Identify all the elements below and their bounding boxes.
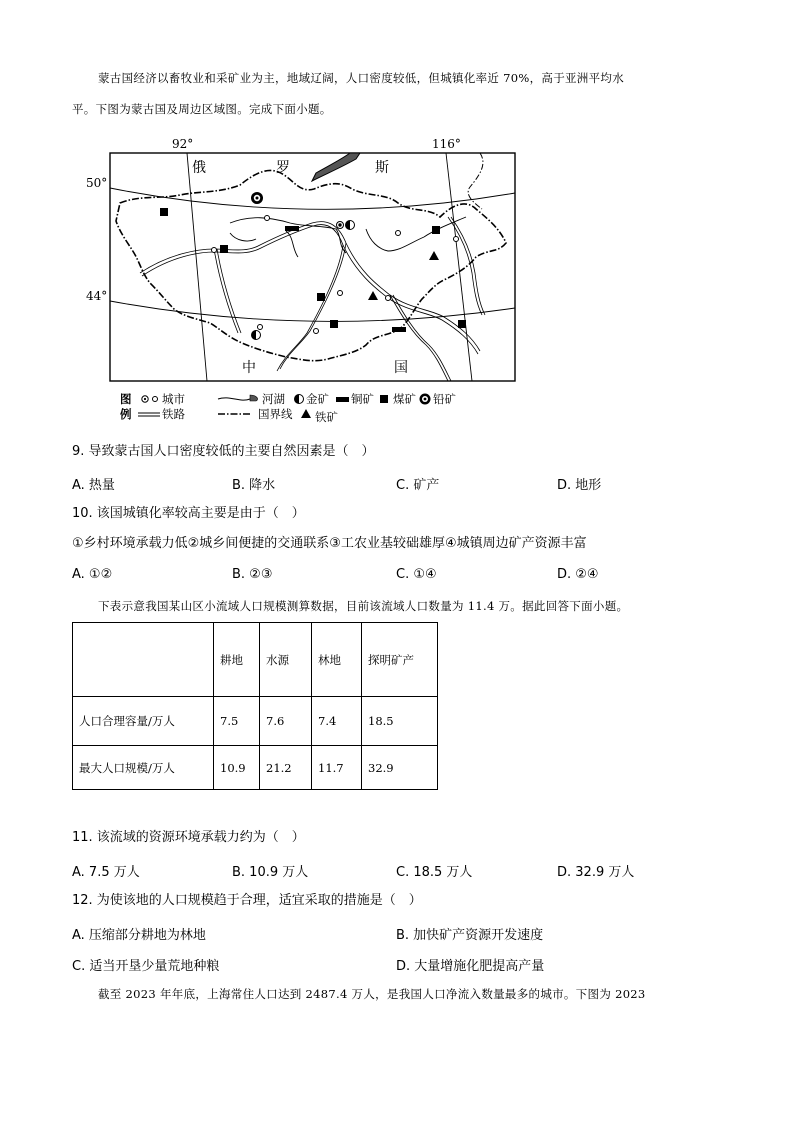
- meridian-92: [187, 153, 207, 381]
- q9-stem: 9. 导致蒙古国人口密度较低的主要自然因素是（ ）: [72, 444, 375, 459]
- table-cell: 7.6: [260, 697, 312, 746]
- lat-50-label: 50°: [86, 176, 108, 190]
- q10-option-c[interactable]: C. ①④: [396, 567, 437, 582]
- table-row: [73, 697, 438, 746]
- intro-3: 截至 2023 年年底，上海常住人口达到 2487.4 万人，是我国人口净流入数量最多的城市。下图为 2023: [98, 987, 646, 1001]
- east-border: [468, 153, 483, 209]
- lat-44-label: 44°: [86, 289, 108, 303]
- legend-river: 河湖: [262, 392, 285, 406]
- lake-baikal: [312, 153, 360, 181]
- q12-option-b[interactable]: B. 加快矿产资源开发速度: [396, 928, 544, 943]
- q10-statement: ①乡村环境承载力低②城乡间便捷的交通联系③工农业基较础雄厚④城镇周边矿产资源丰富: [72, 536, 587, 551]
- q11-option-d[interactable]: D. 32.9 万人: [557, 865, 635, 880]
- parallel-44: [110, 301, 515, 321]
- table-cell: 人口合理容量/万人: [73, 697, 214, 746]
- legend-city: 城市: [162, 392, 185, 406]
- q9-option-c[interactable]: C. 矿产: [396, 478, 440, 493]
- label-luo: 罗: [276, 160, 290, 176]
- table-cell: 10.9: [214, 746, 260, 790]
- table-header-cell: 水源: [260, 623, 312, 697]
- table-header-cell: 耕地: [214, 623, 260, 697]
- legend-iron: 铁矿: [315, 410, 338, 423]
- q12-option-c[interactable]: C. 适当开垦少量荒地种粮: [72, 959, 220, 974]
- river-3: [286, 231, 298, 257]
- lon-116-label: 116°: [432, 137, 461, 151]
- legend-title-tu: 图: [120, 392, 132, 406]
- table-header-cell: 探明矿产: [362, 623, 438, 697]
- legend-border: 国界线: [258, 407, 293, 421]
- table-header-cell: 林地: [312, 623, 362, 697]
- legend-railway: 铁路: [162, 407, 185, 421]
- label-guo: 国: [394, 360, 408, 376]
- label-zhong: 中: [242, 360, 256, 376]
- intro-line-2: 平。下图为蒙古国及周边区域图。完成下面小题。: [72, 102, 332, 116]
- river-2: [230, 233, 256, 241]
- lead-mine: [251, 192, 263, 204]
- q10-option-d[interactable]: D. ②④: [557, 567, 599, 582]
- q11-stem: 11. 该流域的资源环境承载力约为（ ）: [72, 830, 305, 845]
- table-cell: 7.5: [214, 697, 260, 746]
- table-cell: 18.5: [362, 697, 438, 746]
- q11-option-b[interactable]: B. 10.9 万人: [232, 865, 309, 880]
- label-e: 俄: [192, 160, 206, 176]
- legend-lead: 铅矿: [433, 392, 456, 406]
- table-cell: 最大人口规模/万人: [73, 746, 214, 790]
- q12-option-a[interactable]: A. 压缩部分耕地为林地: [72, 928, 206, 943]
- label-si: 斯: [375, 160, 389, 176]
- legend-gold: 金矿: [306, 392, 329, 406]
- river-4: [366, 229, 424, 251]
- intro-line-1: 蒙古国经济以畜牧业和采矿业为主，地域辽阔，人口密度较低，但城镇化率近 70%，高于亚洲平均水: [98, 71, 625, 85]
- meridian-116: [446, 153, 472, 381]
- q12-option-d[interactable]: D. 大量增施化肥提高产量: [396, 959, 545, 974]
- q9-option-a[interactable]: A. 热量: [72, 478, 115, 493]
- mongolia-map: [80, 133, 530, 423]
- table-cell: 7.4: [312, 697, 362, 746]
- q11-option-a[interactable]: A. 7.5 万人: [72, 865, 140, 880]
- q11-option-c[interactable]: C. 18.5 万人: [396, 865, 473, 880]
- q10-option-a[interactable]: A. ①②: [72, 567, 113, 582]
- legend-title-li: 例: [120, 407, 132, 421]
- legend-copper: 铜矿: [351, 392, 374, 406]
- q10-option-b[interactable]: B. ②③: [232, 567, 273, 582]
- q10-stem: 10. 该国城镇化率较高主要是由于（ ）: [72, 506, 305, 521]
- q12-stem: 12. 为使该地的人口规模趋于合理，适宜采取的措施是（ ）: [72, 893, 422, 908]
- population-table: [72, 622, 438, 790]
- table-header-row: [73, 623, 438, 697]
- table-cell: 11.7: [312, 746, 362, 790]
- q9-option-b[interactable]: B. 降水: [232, 478, 276, 493]
- legend-coal: 煤矿: [393, 392, 416, 406]
- q9-option-d[interactable]: D. 地形: [557, 478, 602, 493]
- table-row: [73, 746, 438, 790]
- intro-2: 下表示意我国某山区小流域人口规模测算数据，目前该流域人口数量为 11.4 万。据此回答下面小题。: [98, 599, 629, 613]
- river-5: [424, 217, 466, 237]
- table-header-cell: [73, 623, 214, 697]
- railways: [140, 217, 485, 381]
- lon-92-label: 92°: [172, 137, 194, 151]
- table-cell: 21.2: [260, 746, 312, 790]
- table-cell: 32.9: [362, 746, 438, 790]
- map-legend: [120, 392, 456, 423]
